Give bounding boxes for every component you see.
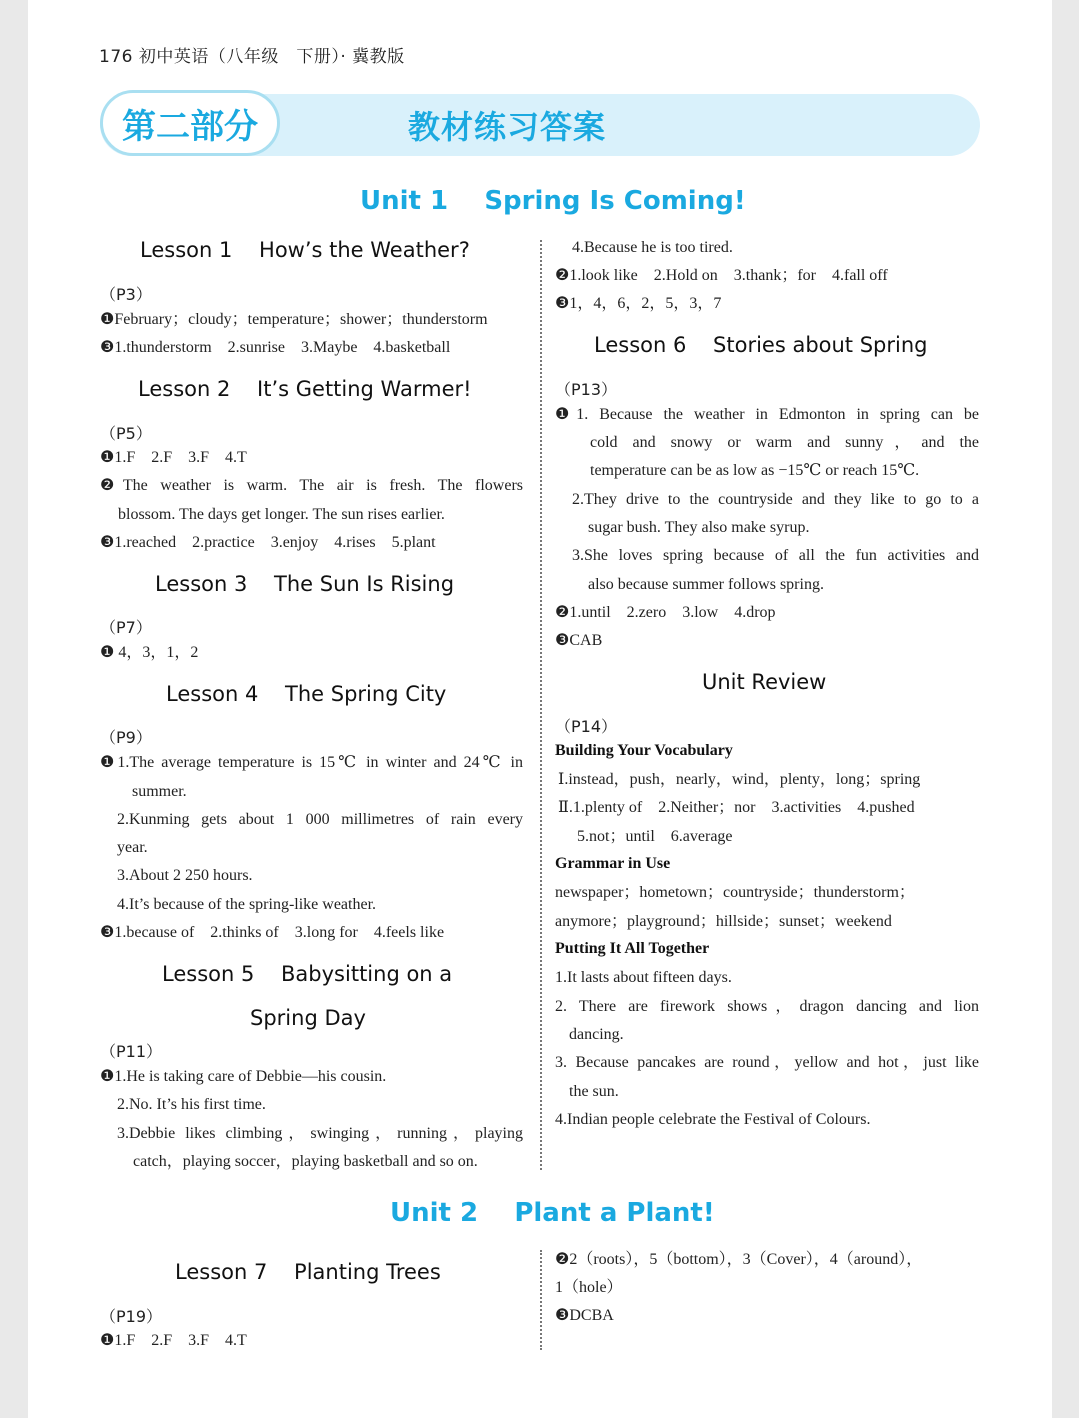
unit-2-title: Unit 2 Plant a Plant! (390, 1198, 715, 1228)
unit-1-title: Unit 1 Spring Is Coming! (360, 186, 746, 216)
answer-line: sugar bush. They also make syrup. (588, 519, 810, 536)
lesson-5-title: Lesson 5 Babysitting on a (162, 962, 453, 986)
page-ref: （P5） (100, 424, 152, 443)
page-ref: （P19） (100, 1307, 163, 1326)
answer-line: 1.It lasts about fifteen days. (555, 969, 732, 986)
answer-line: 1（hole） (555, 1279, 623, 1296)
answer-line: ❸1，4，6，2，5，3，7 (555, 295, 722, 312)
answer-line: Ⅱ.1.plenty of 2.Neither；nor 3.activities 4.pushed (558, 799, 915, 816)
page-ref: （P3） (100, 285, 152, 304)
subsection-heading: Building Your Vocabulary (555, 742, 733, 759)
answer-line: 3.She loves spring because of all the fun activities and (572, 547, 979, 564)
answer-line: ❶ 4，3，1，2 (100, 644, 199, 661)
answer-line: ❶1.The average temperature is 15℃ in winter and 24℃ in (100, 754, 523, 771)
subsection-heading: Grammar in Use (555, 855, 671, 872)
answer-line: ❸DCBA (555, 1307, 614, 1324)
answer-line: temperature can be as low as −15℃ or reach 15℃. (590, 462, 920, 479)
answer-line: ❷1.until 2.zero 3.low 4.drop (555, 604, 776, 621)
answer-line: cold and snowy or warm and sunny，and the (590, 434, 979, 451)
page-ref: （P13） (555, 380, 618, 399)
lesson-2-title: Lesson 2 It’s Getting Warmer! (138, 377, 472, 401)
answer-line: 2. There are firework shows，dragon dancing and lion (555, 998, 979, 1015)
answer-line: also because summer follows spring. (588, 576, 824, 593)
lesson-4-title: Lesson 4 The Spring City (166, 682, 447, 706)
lesson-7-title: Lesson 7 Planting Trees (175, 1260, 441, 1284)
answer-line: 3. Because pancakes are round，yellow and hot，just like (555, 1054, 979, 1071)
answer-line: ❶1.F 2.F 3.F 4.T (100, 1332, 247, 1349)
answer-line: ❸1.because of 2.thinks of 3.long for 4.feels like (100, 924, 445, 941)
answer-line: 2.Kunming gets about 1 000 millimetres of rain every (117, 811, 523, 828)
answer-line: ❶1.F 2.F 3.F 4.T (100, 449, 247, 466)
answer-line: year. (117, 839, 148, 856)
answer-line: 5.not；until 6.average (577, 828, 733, 845)
answer-line: 4.It’s because of the spring-like weather. (117, 896, 377, 913)
section-title: 教材练习答案 (408, 108, 607, 146)
answer-line: newspaper；hometown；countryside；thunderstorm； (555, 884, 915, 901)
answer-line: dancing. (569, 1026, 624, 1043)
answer-line: anymore；playground；hillside；sunset；weekend (555, 913, 892, 930)
page-ref: （P9） (100, 728, 152, 747)
answer-line: ❷1.look like 2.Hold on 3.thank；for 4.fall off (555, 267, 888, 284)
answer-line: the sun. (569, 1083, 619, 1100)
lesson-5-title-cont: Spring Day (250, 1006, 366, 1030)
answer-line: summer. (132, 783, 187, 800)
answer-line: ❶1. Because the weather in Edmonton in spring can be (555, 406, 979, 423)
answer-line: blossom. The days get longer. The sun rises earlier. (118, 506, 445, 523)
answer-line: Ⅰ.instead，push，nearly，wind，plenty，long；spring (558, 771, 921, 788)
answer-line: ❸1.reached 2.practice 3.enjoy 4.rises 5.plant (100, 534, 436, 551)
part-label: 第二部分 (100, 90, 280, 156)
answer-line: ❷The weather is warm. The air is fresh. The flowers (100, 477, 523, 494)
lesson-6-title: Lesson 6 Stories about Spring (594, 333, 928, 357)
document-page (28, 0, 1052, 1418)
page-ref: （P14） (555, 717, 618, 736)
answer-line: 3.Debbie likes climbing，swinging，running，playing (117, 1125, 523, 1142)
answer-line: catch，playing soccer，playing basketball and so on. (133, 1153, 478, 1170)
answer-line: ❸CAB (555, 632, 603, 649)
running-header: 176 初中英语（八年级 下册）· 冀教版 (99, 47, 405, 67)
column-divider (540, 240, 542, 1170)
answer-line: 4.Indian people celebrate the Festival of Colours. (555, 1111, 871, 1128)
answer-line: ❶1.He is taking care of Debbie—his cousin. (100, 1068, 387, 1085)
answer-line: ❶February；cloudy；temperature；shower；thunderstorm (100, 311, 488, 328)
lesson-1-title: Lesson 1 How’s the Weather? (140, 238, 470, 262)
page-ref: （P11） (100, 1042, 163, 1061)
lesson-3-title: Lesson 3 The Sun Is Rising (155, 572, 455, 596)
answer-line: ❷2（roots），5（bottom），3（Cover），4（around）， (555, 1251, 923, 1268)
column-divider (540, 1250, 542, 1350)
answer-line: 2.No. It’s his first time. (117, 1096, 266, 1113)
page-ref: （P7） (100, 618, 152, 637)
answer-line: ❸1.thunderstorm 2.sunrise 3.Maybe 4.basketball (100, 339, 451, 356)
subsection-heading: Putting It All Together (555, 940, 710, 957)
unit-review-title: Unit Review (702, 670, 827, 694)
answer-line: 3.About 2 250 hours. (117, 867, 253, 884)
answer-line: 4.Because he is too tired. (572, 239, 733, 256)
answer-line: 2.They drive to the countryside and they like to go to a (572, 491, 979, 508)
